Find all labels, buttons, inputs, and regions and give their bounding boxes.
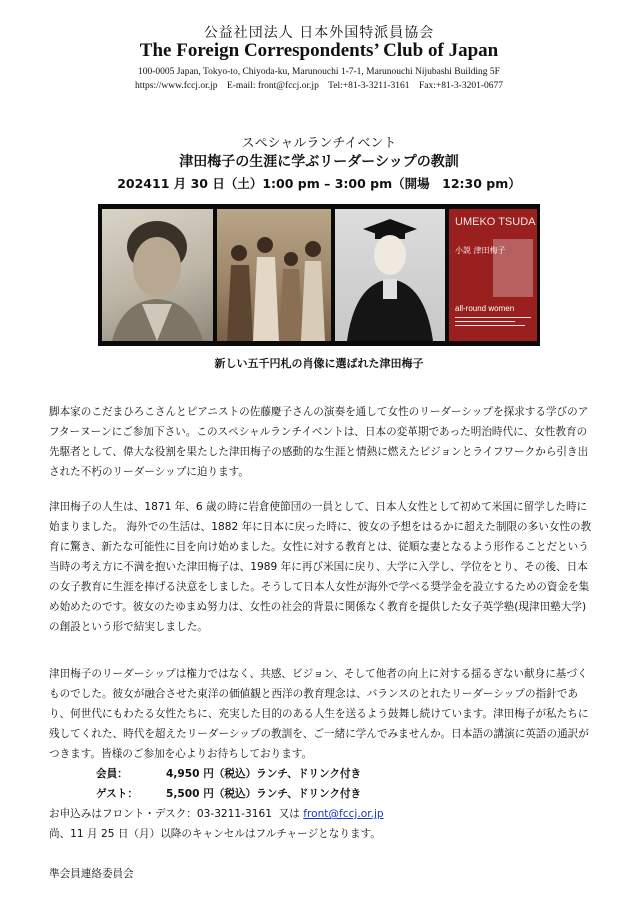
leadership-paragraph: 津田梅子のリーダーシップは権力ではなく、共感、ビジョン、そして他者の向上に対する揺るぎない献身に基づくものでした。彼女が融合させた東洋の価値観と西洋の教育理念は、バランスのとれたリーダーシップの指針であり、何世代にもわたる女性たちに、充実した目的のある人生を送るよう鼓舞し続けています。津田梅子が私たちに残してくれた、時代を超えたリーダーシップの教訓を、ご一緒に学んでみませんか。日本語の講演に英語の通訳がつきます。皆様のご参加を心よりお待ちしております。: [49, 668, 589, 760]
application-text: お申込みはフロント・デスク：03-3211-3161 又は: [49, 808, 304, 820]
organization-address: 100-0005 Japan, Tokyo-to, Chiyoda-ku, Marunouchi 1-7-1, Marunouchi Nijubashi Building 5F: [138, 67, 500, 77]
application-info: [49, 806, 384, 821]
intro-paragraph: 脚本家のこだまひろこさんとピアニストの佐藤慶子さんの演奏を通して女性のリーダーシップを探求する学びのアフターヌーンにご参加下さい。このスペシャルランチイベントは、日本の変革期であった明治時代に、女性教育の先駆者として、偉大な役割を果たした津田梅子の感動的な生涯と情熱に燃えたビジョンとライフワークから引き出された不朽のリーダーシップに迫ります。: [49, 406, 589, 478]
cancellation-note: 尚、11 月 25 日（月）以降のキャンセルはフルチャージとなります。: [49, 828, 381, 840]
book-cover-title-en: UMEKO TSUDA: [455, 216, 536, 228]
book-cover-image: [449, 209, 537, 341]
guest-price-label: ゲスト：: [96, 788, 138, 800]
guest-price-value: 5,500 円（税込）ランチ、ドリンク付き: [166, 788, 362, 800]
photo-strip: [98, 204, 540, 346]
organization-name-japanese: 公益社団法人 日本外国特派員協会: [203, 25, 435, 41]
portrait-photo: [102, 209, 213, 341]
event-date: 202411 月 30 日（土）1:00 pm – 3:00 pm（開場 12:30 pm）: [117, 176, 521, 191]
graduation-photo: [335, 209, 445, 341]
member-price-label: 会員：: [96, 768, 128, 780]
book-cover-band: all-round women: [455, 304, 515, 313]
email-link[interactable]: front@fccj.or.jp: [303, 808, 384, 820]
organization-name-english: The Foreign Correspondents’ Club of Japan: [139, 40, 499, 61]
book-cover-title-jp: 小説 津田梅子: [455, 246, 506, 255]
committee-signature: 準会員連絡委員会: [49, 868, 134, 880]
organization-contact: https://www.fccj.or.jp E-mail: front@fccj.or.jp Tel:+81-3-3211-3161 Fax:+81-3-3201-0677: [134, 81, 504, 91]
member-price-value: 4,950 円（税込）ランチ、ドリンク付き: [166, 768, 362, 780]
group-photo: [217, 209, 331, 341]
biography-paragraph: 津田梅子の人生は、1871 年、6 歳の時に岩倉使節団の一員として、日本人女性として初めて米国に留学した時に始まりました。 海外での生活は、1882 年に日本に戻った時に、彼女の予想をはるかに超えた制限の多い女性の教育に驚き、新たな可能性に目を向け始めました。女性に対する教育とは、従順な妻となるよう形作ることだという当時の考え方に不満を抱いた津田梅子は、1989 年に再び米国に戻り、大学に入学し、学位をとり、その後、日本の女子教育に生涯を捧げる決意をしました。そうして日本人女性が海外で学べる奨学金を設立するための資金を集め始めたのです。彼女のたゆまぬ努力は、女性の社会的背景に関係なく教育を提供した女子英学塾(現津田塾大学)の創設という形で結実しました。: [49, 501, 592, 633]
event-title: 津田梅子の生涯に学ぶリーダーシップの教訓: [179, 154, 459, 170]
event-type: スペシャルランチイベント: [241, 136, 397, 151]
photo-caption: 新しい五千円札の肖像に選ばれた津田梅子: [214, 357, 424, 370]
